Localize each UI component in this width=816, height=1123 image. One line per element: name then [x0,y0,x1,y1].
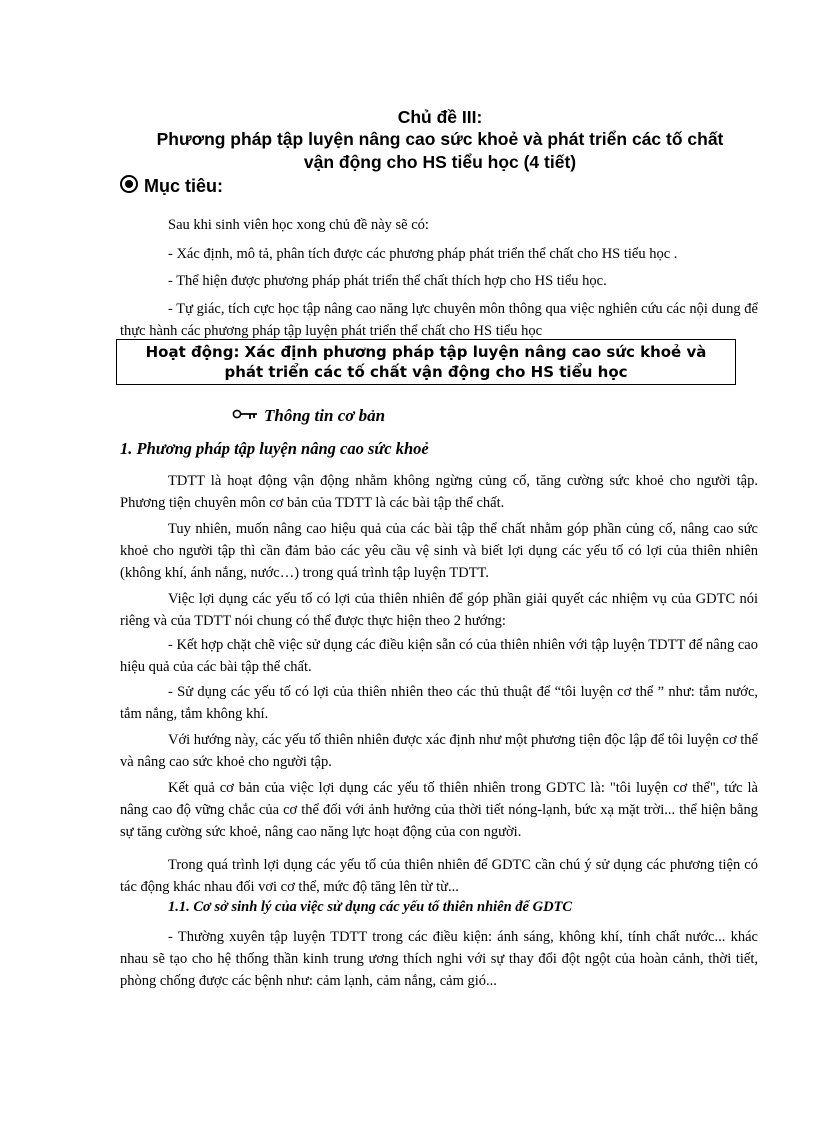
objective-item-2: - Thể hiện được phương pháp phát triển thể chất thích hợp cho HS tiểu học. [168,273,607,289]
section-1-title: 1. Phương pháp tập luyện nâng cao sức khoẻ [120,439,429,458]
activity-line-2: phát triển các tố chất vận động cho HS tiểu học [224,363,628,381]
key-icon [232,407,258,429]
section-1-paragraph-6: Với hướng này, các yếu tố thiên nhiên được xác định như một phương tiện độc lập để tôi luyện cơ thể và nâng cao sức khoẻ cho người tập. [120,732,758,770]
topic-subtitle [100,128,780,174]
section-1-paragraph-2: Tuy nhiên, muốn nâng cao hiệu quả của các bài tập thể chất nhằm góp phần củng cố, nâng cao sức khoẻ cho người tập thì cần đảm bảo các yêu cầu vệ sinh và biết lợi dụng các yếu tố có lợi của thiên nhiên (không khí, ánh nắng, nước…) trong quá trình tập luyện TDTT. [120,521,758,581]
target-bullet-icon [120,175,138,193]
objective-intro: Sau khi sinh viên học xong chủ đề này sẽ có: [168,217,429,233]
objective-item-1: - Xác định, mô tả, phân tích được các phương pháp phát triển thể chất cho HS tiểu học . [168,246,678,262]
objective-label: Mục tiêu: [144,176,223,196]
objective-heading [120,174,223,198]
objective-item-3: - Tự giác, tích cực học tập nâng cao năng lực chuyên môn thông qua việc nghiên cứu các nội dung để thực hành các phương pháp tập luyện phát triển thể chất cho HS tiểu học [120,301,758,339]
subsection-1-1-paragraph: - Thường xuyên tập luyện TDTT trong các điều kiện: ánh sáng, không khí, tính chất nước... khác nhau sẽ tạo cho hệ thống thần kinh trung ương thích nghi với sự thay đổi đột ngột của hoàn cảnh, thời tiết, phòng chống được các bệnh như: cảm lạnh, cảm nắng, cảm gió... [120,929,758,989]
basic-info-heading [232,405,385,429]
basic-info-label: Thông tin cơ bản [264,406,386,425]
topic-title: Chủ đề III: [397,107,483,127]
section-1-paragraph-3: Việc lợi dụng các yếu tố có lợi của thiên nhiên để góp phần giải quyết các nhiệm vụ của GDTC nói riêng và của TDTT nói chung có thể được thực hiện theo 2 hướng: [120,591,758,629]
activity-line-1: Hoạt động: Xác định phương pháp tập luyện nâng cao sức khoẻ và [145,343,707,361]
topic-subtitle-line-1: Phương pháp tập luyện nâng cao sức khoẻ và phát triển các tố chất [156,129,724,149]
section-1-paragraph-1: TDTT là hoạt động vận động nhằm không ngừng củng cố, tăng cường sức khoẻ cho người tập. Phương tiện chuyên môn cơ bản của TDTT là các bài tập thể chất. [120,473,758,511]
subsection-1-1-title: 1.1. Cơ sở sinh lý của việc sử dụng các yếu tố thiên nhiên để GDTC [168,899,573,915]
section-1-paragraph-8: Trong quá trình lợi dụng các yếu tố của thiên nhiên để GDTC cần chú ý sử dụng các phương tiện có tác động khác nhau đối vơi cơ thể, mức độ tăng lên từ từ... [120,857,758,895]
section-1-paragraph-7: Kết quả cơ bản của việc lợi dụng các yếu tố thiên nhiên trong GDTC là: "tôi luyện cơ thể", tức là nâng cao độ vững chắc của cơ thể đối với ảnh hưởng của thời tiết nóng-lạnh, bức xạ mặt trời... thể hiện bằng sự tăng cường sức khoẻ, nâng cao năng lực hoạt động của con người. [120,780,758,840]
topic-subtitle-line-2: vận động cho HS tiểu học (4 tiết) [303,152,577,172]
section-1-paragraph-5: - Sử dụng các yếu tố có lợi của thiên nhiên theo các thủ thuật để “tôi luyện cơ thể ” như: tắm nước, tắm nắng, tắm không khí. [120,684,758,722]
section-1-paragraph-4: - Kết hợp chặt chẽ việc sử dụng các điều kiện sẵn có của thiên nhiên với tập luyện TDTT để nâng cao hiệu quả của các bài tập thể chất. [120,637,758,675]
activity-box [116,339,736,385]
